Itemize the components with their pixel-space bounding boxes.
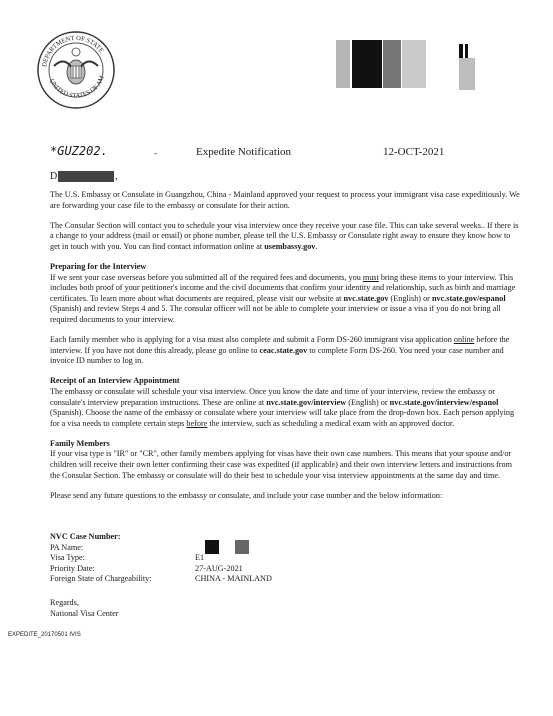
- preparing-paragraph: [50, 273, 520, 326]
- preparing-heading: Preparing for the Interview: [50, 261, 147, 271]
- barcode-bar: [459, 44, 463, 58]
- signoff: [50, 598, 118, 619]
- receipt-paragraph: [50, 387, 520, 429]
- contact-text-end: .: [315, 241, 318, 251]
- chargeability-value: CHINA - MAINLAND: [195, 574, 272, 584]
- regards-text: Regards,: [50, 598, 79, 607]
- before-emphasis: before: [186, 418, 208, 428]
- ceac-link[interactable]: ceac.state.gov: [259, 345, 308, 355]
- svg-text:UNITED STATES OF AMERICA: UNITED STATES OF AM: [47, 74, 106, 100]
- redacted-name: [58, 171, 114, 182]
- family-paragraph: If your visa type is "IR" or "CR", other family members applying for visas have their own case numbers. This means that your spouse and/or children will receive their own letter confirming their case was expedited (if applicable) and their own interview letters and instructions from the Consular Section. The embassy or consulate will do their best to schedule your visa interview appointments at the same day and time.: [50, 449, 512, 480]
- sender-name: National Visa Center: [50, 608, 119, 618]
- redaction-block: [352, 40, 382, 88]
- contact-paragraph: [50, 221, 520, 253]
- redacted-case-number: [205, 540, 219, 554]
- dash-mark: -: [154, 148, 157, 158]
- must-emphasis: must: [362, 272, 379, 282]
- nvc-link[interactable]: nvc.state.gov: [343, 293, 389, 303]
- chargeability-label: Foreign State of Chargeability:: [50, 574, 152, 584]
- department-of-state-seal: [36, 30, 116, 110]
- salutation: [50, 171, 118, 182]
- contact-text: The Consular Section will contact you to schedule your visa interview once they receive your case file. This can take several weeks.. If there is a change to your address (mail or email) or phone number, please tell the U.S. Embassy or Consulate right away to ensure they know how to get in touch with you. You can find contact information online at: [50, 220, 519, 251]
- visa-type-label: Visa Type:: [50, 553, 85, 563]
- priority-date-value: 27-AUG-2021: [195, 563, 243, 573]
- nvc-interview-espanol-link[interactable]: nvc.state.gov/interview/espanol: [389, 397, 499, 407]
- receipt-text: (Spanish). Choose the name of the embassy or consulate where your interview will take place from the drop-down box. Each person applying for a visa needs to complete certain steps: [50, 408, 515, 428]
- ds260-text: Each family member who is applying for a visa must also complete and submit a Form DS-260 immigrant visa application: [50, 335, 454, 345]
- handwritten-case-number: *GUZ202.: [50, 144, 108, 158]
- form-code: EXPEDITE_20170501 IVIS: [8, 632, 81, 638]
- svg-text:DEPARTMENT OF STATE: DEPARTMENT OF STATE: [41, 34, 105, 68]
- nvc-interview-link[interactable]: nvc.state.gov/interview: [266, 397, 347, 407]
- closing-request: Please send any future questions to the embassy or consulate, and include your case number and the below information:: [50, 490, 443, 500]
- receipt-text: The embassy or consulate will schedule your visa interview. Once you know the date and time of your interview, review the embassy or consulate's interview preparation instructions. These are online at: [50, 386, 496, 407]
- preparing-text: bring these items to your interview. This includes both proof of your petitioner's income and the civil documents that confirm your identity and relationship, such as birth and marriage certificates. To learn more about what documents are required, please visit our website at: [50, 272, 516, 303]
- redaction-block: [336, 40, 350, 88]
- department-of-state-seal-icon: [36, 30, 116, 110]
- redaction-block: [383, 40, 401, 88]
- preparing-text: (English) or: [388, 293, 432, 303]
- info-row: [50, 574, 272, 585]
- online-emphasis: online: [453, 335, 475, 345]
- redacted-pa-name: [235, 540, 249, 554]
- salutation-prefix: D: [50, 171, 58, 182]
- ds260-paragraph: [50, 335, 520, 367]
- visa-type-value: E1: [195, 553, 205, 563]
- family-heading: Family Members: [50, 438, 110, 448]
- ds260-text: to complete Form DS-260. You need your case number and invoice ID number to log in.: [50, 345, 504, 366]
- ds260-text: before the interview. If you have not done this already, please go online to: [50, 335, 510, 355]
- salutation-suffix: ,: [115, 171, 118, 182]
- nvc-espanol-link[interactable]: nvc.state.gov/espanol: [431, 293, 506, 303]
- receipt-text: the interview, such as scheduling a medical exam with an approved doctor.: [207, 418, 455, 428]
- redaction-block: [459, 58, 475, 90]
- info-row: [50, 553, 272, 564]
- notification-title: Expedite Notification: [196, 146, 291, 158]
- priority-date-label: Priority Date:: [50, 563, 95, 573]
- approval-paragraph: The U.S. Embassy or Consulate in Guangzhou, China - Mainland approved your request to process your immigrant visa case expeditiously. We are forwarding your case file to the embassy or consulate for their action.: [50, 190, 520, 210]
- preparing-text: If we sent your case overseas before you submitted all of the required fees and documents, you: [50, 272, 363, 282]
- preparing-text: (Spanish) and review Steps 4 and 5. The consular officer will not be able to complete your interview or issue a visa if you do not bring all required documents to your interview.: [50, 304, 501, 324]
- info-row: [50, 564, 272, 575]
- usembassy-link[interactable]: usembassy.gov: [264, 241, 316, 251]
- letter-body: [50, 190, 520, 511]
- barcode-bar: [465, 44, 468, 58]
- redaction-block: [402, 40, 426, 88]
- case-number-label: NVC Case Number:: [50, 532, 121, 541]
- pa-name-label: PA Name:: [50, 542, 84, 552]
- receipt-heading: Receipt of an Interview Appointment: [50, 376, 180, 386]
- notification-date: 12-OCT-2021: [383, 146, 445, 158]
- receipt-text: (English) or: [346, 397, 390, 407]
